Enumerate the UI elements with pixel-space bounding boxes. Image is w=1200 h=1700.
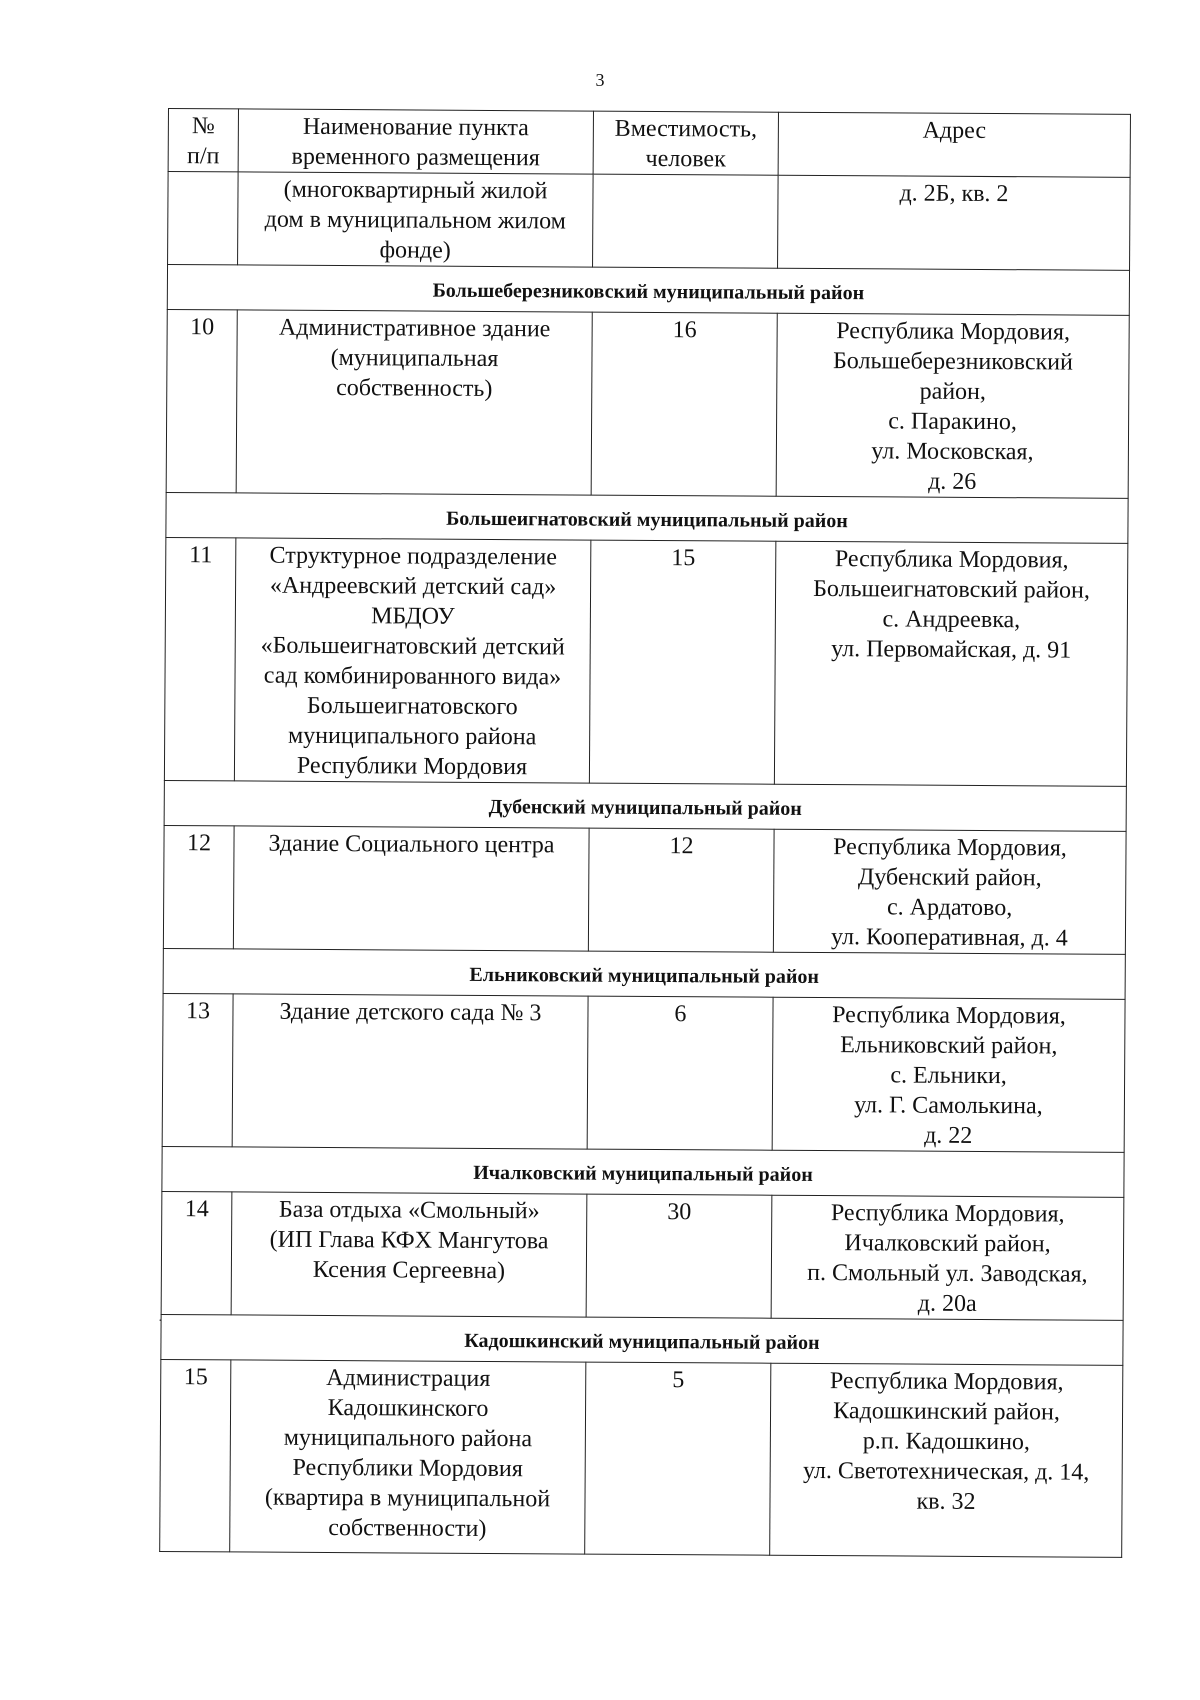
row-address: Республика Мордовия, Дубенский район, с. Ардатово, ул. Кооперативная, д. 4 <box>773 829 1126 954</box>
district-row <box>164 780 1126 831</box>
row-capacity: 16 <box>591 312 777 496</box>
district-row <box>161 1314 1123 1365</box>
district-row <box>166 492 1128 543</box>
row-name: Здание детского сада № 3 <box>232 994 588 1149</box>
row-number: 12 <box>163 825 234 948</box>
row-number <box>168 172 239 265</box>
table-row <box>162 993 1125 1152</box>
row-capacity: 15 <box>589 540 775 784</box>
table-row <box>166 309 1129 498</box>
row-address: Республика Мордовия, Кадошкинский район, р.п. Кадошкино, ул. Светотехническая, д. 14, кв. 32 <box>770 1363 1123 1557</box>
row-number: 14 <box>161 1191 232 1314</box>
table-row <box>164 537 1127 786</box>
district-row <box>162 1146 1124 1197</box>
row-name: Структурное подразделение «Андреевский детский сад» МБДОУ «Большеигнатовский детский сад комбинированного вида» Большеигнатовского муниципального района Республики Мордовия <box>234 538 590 783</box>
district-row <box>163 948 1125 999</box>
table-row <box>161 1191 1124 1320</box>
district-heading: Большеигнатовский муниципальный район <box>166 492 1128 543</box>
header-capacity: Вместимость, человек <box>593 111 778 175</box>
row-number: 10 <box>166 309 237 492</box>
row-address: Республика Мордовия, Ельниковский район, с. Ельники, ул. Г. Самолькина, д. 22 <box>772 997 1125 1152</box>
row-capacity: 12 <box>588 828 774 952</box>
row-capacity <box>593 174 779 268</box>
district-heading: Дубенский муниципальный район <box>164 780 1126 831</box>
shelter-table <box>159 108 1131 1558</box>
district-heading: Ельниковский муниципальный район <box>163 948 1125 999</box>
district-heading: Ичалковский муниципальный район <box>162 1146 1124 1197</box>
header-address: Адрес <box>778 112 1130 177</box>
row-name: База отдыха «Смольный» (ИП Глава КФХ Мангутова Ксения Сергеевна) <box>231 1192 587 1317</box>
row-name: (многоквартирный жилой дом в муниципальном жилом фонде) <box>238 172 594 267</box>
scan-speck: · <box>158 1314 163 1329</box>
row-number: 15 <box>160 1359 231 1551</box>
page-number: 3 <box>595 70 605 90</box>
continuation-row <box>168 172 1131 271</box>
district-heading: Кадошкинский муниципальный район <box>161 1314 1123 1365</box>
table-row <box>163 825 1126 954</box>
row-number: 11 <box>164 537 235 780</box>
district-row <box>167 265 1129 316</box>
row-address: д. 2Б, кв. 2 <box>778 175 1131 270</box>
row-capacity: 6 <box>587 996 773 1150</box>
header-name: Наименование пункта временного размещения <box>238 109 593 174</box>
row-name: Административное здание (муниципальная собственность) <box>236 310 592 495</box>
table-header-row <box>168 109 1130 178</box>
row-address: Республика Мордовия, Большеберезниковский район, с. Паракино, ул. Московская, д. 26 <box>776 313 1129 498</box>
row-number: 13 <box>162 993 233 1146</box>
table-row <box>160 1359 1123 1557</box>
district-heading: Большеберезниковский муниципальный район <box>167 265 1129 316</box>
row-address: Республика Мордовия, Большеигнатовский район, с. Андреевка, ул. Первомайская, д. 91 <box>774 541 1127 786</box>
row-name: Администрация Кадошкинского муниципального района Республики Мордовия (квартира в муниципальной собственности) <box>230 1360 586 1554</box>
row-name: Здание Социального центра <box>233 826 589 951</box>
row-address: Республика Мордовия, Ичалковский район, п. Смольный ул. Заводская, д. 20а <box>771 1195 1124 1320</box>
row-capacity: 30 <box>586 1194 772 1318</box>
row-capacity: 5 <box>585 1362 771 1555</box>
header-number: № п/п <box>168 109 238 172</box>
